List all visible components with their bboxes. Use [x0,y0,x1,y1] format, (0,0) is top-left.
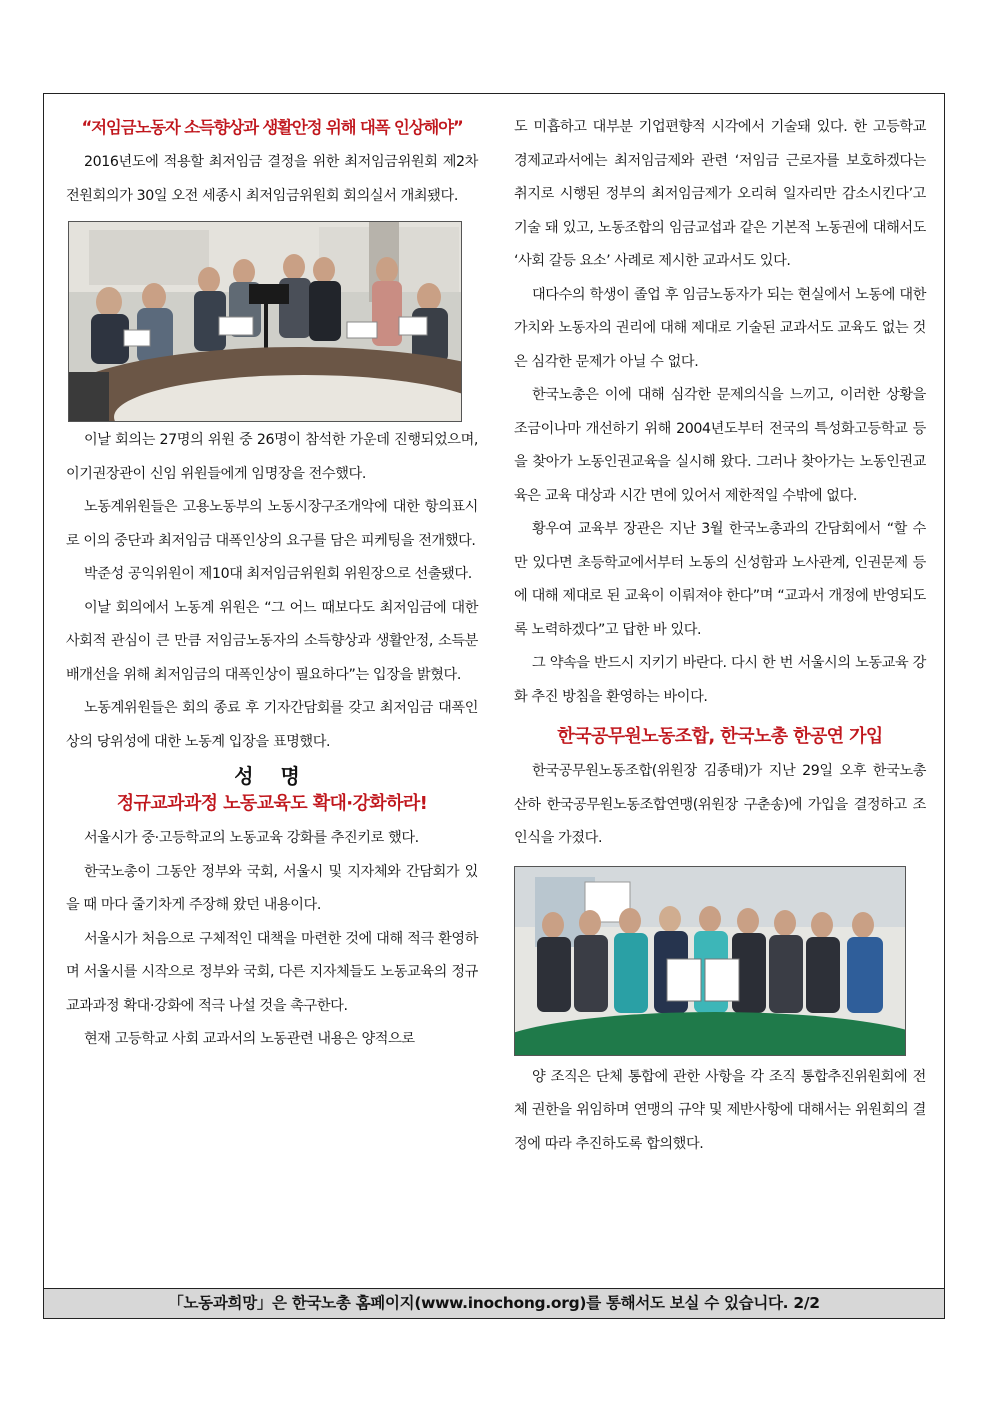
statement-paragraph-1: 서울시가 중·고등학교의 노동교육 강화를 추진키로 했다. [84,830,419,846]
headline-union-join: 한국공무원노동조합, 한국노총 한공연 가입 [557,726,883,747]
paragraph-agreement: 양 조직은 단체 통합에 관한 사항을 각 조직 통합추진위원회에 전체 권한을 위임하며 연맹의 규약 및 제반사항에 대해서는 위원회의 결정에 따라 추진하도록 합의했다. [514,1068,926,1152]
footer-banner: 「노동과희망」은 한국노총 홈페이지(www.inochong.org)를 통해서도 보실 수 있습니다. 2/2 [43,1288,945,1319]
signing-ceremony-photo [514,866,906,1056]
paragraph-attendance: 이날 회의는 27명의 위원 중 26명이 참석한 가운데 진행되었으며, 이기권장관이 신임 위원들에게 임명장을 전수했다. [66,432,478,482]
meeting-photo [68,221,462,422]
continued-paragraph: 도 미흡하고 대부분 기업편향적 시각에서 기술돼 있다. 한 고등학교 경제교과서에는 최저임금제와 관련 ‘저임금 근로자를 보호하겠다는 취지로 시행된 정부의 최저임금제가 오리혀 일자리만 감소시킨다’고 기술 돼 있고, 노동조합의 임금교섭과 같은 기본적 노동권에 대해서도 ‘사회 갈등 요소’ 사례로 제시한 교과서도 있다. [514,119,926,269]
paragraph-minister: 황우여 교육부 장관은 지난 3월 한국노총과의 간담회에서 “할 수만 있다면 초등학교에서부터 노동의 신성함과 노사관계, 인권문제 등에 대해 제대로 된 교육이 이뤄져야 한다”며 “교과서 개정에 반영되도록 노력하겠다”고 답한 바 있다. [514,521,926,638]
paragraph-union-join: 한국공무원노동조합(위원장 김종태)가 지난 29일 오후 한국노총 산하 한국공무원노동조합연맹(위원장 구춘송)에 가입을 결정하고 조인식을 가졌다. [514,763,926,846]
paragraph-promise: 그 약속을 반드시 지키기 바란다. 다시 한 번 서울시의 노동교육 강화 추진 방침을 환영하는 바이다. [514,655,926,705]
paragraph-chair: 박준성 공익위원이 제10대 최저임금위원회 위원장으로 선출됐다. [84,566,472,582]
paragraph-press-conference: 노동계위원들은 회의 종료 후 기자간담회를 갖고 최저임금 대폭인상의 당위성에 대한 노동계 입장을 표명했다. [66,700,478,750]
headline-minimum-wage: “저임금노동자 소득향상과 생활안정 위해 대폭 인상해야” [81,118,463,137]
page-frame [43,93,945,1319]
statement-paragraph-4: 현재 고등학교 사회 교과서의 노동관련 내용은 양적으로 [84,1031,415,1047]
statement-headline: 정규교과과정 노동교육도 확대·강화하라! [116,793,428,814]
signing-photo-illustration [515,867,906,1056]
paragraph-students: 대다수의 학생이 졸업 후 임금노동자가 되는 현실에서 노동에 대한 가치와 노동자의 권리에 대해 제대로 기술된 교과서도 교육도 없는 것은 심각한 문제가 아닐 수 없다. [514,286,926,370]
statement-title: 성 명 [234,764,310,788]
paragraph-picketing: 노동계위원들은 고용노동부의 노동시장구조개악에 대한 항의표시로 이의 중단과 최저임금 대폭인상의 요구를 담은 피케팅을 전개했다. [66,499,478,549]
right-column [514,94,926,1161]
statement-paragraph-3: 서울시가 처음으로 구체적인 대책을 마련한 것에 대해 적극 환영하며 서울시를 시작으로 정부와 국회, 다른 지자체들도 노동교육의 정규교과과정 확대·강화에 적극 나설 것을 촉구한다. [66,930,478,1014]
intro-paragraph: 2016년도에 적용할 최저임금 결정을 위한 최저임금위원회 제2차 전원회의가 30일 오전 세종시 최저임금위원회 회의실서 개최됐다. [66,154,478,204]
left-column [66,94,478,1057]
meeting-photo-illustration [69,222,462,422]
paragraph-fktu-education: 한국노총은 이에 대해 심각한 문제의식을 느끼고, 이러한 상황을 조금이나마 개선하기 위해 2004년도부터 전국의 특성화고등학교 등을 찾아가 노동인권교육을 실시해 왔다. 그러나 찾아가는 노동인권교육은 교육 대상과 시간 면에 있어서 제한적일 수밖에 없다. [514,387,926,504]
paragraph-labor-position: 이날 회의에서 노동계 위원은 “그 어느 때보다도 최저임금에 대한 사회적 관심이 큰 만큼 저임금노동자의 소득향상과 생활안정, 소득분배개선을 위해 최저임금의 대폭인상이 필요하다”는 입장을 밝혔다. [66,599,478,683]
statement-paragraph-2: 한국노총이 그동안 정부와 국회, 서울시 및 지자체와 간담회가 있을 때 마다 줄기차게 주장해 왔던 내용이다. [66,863,478,913]
